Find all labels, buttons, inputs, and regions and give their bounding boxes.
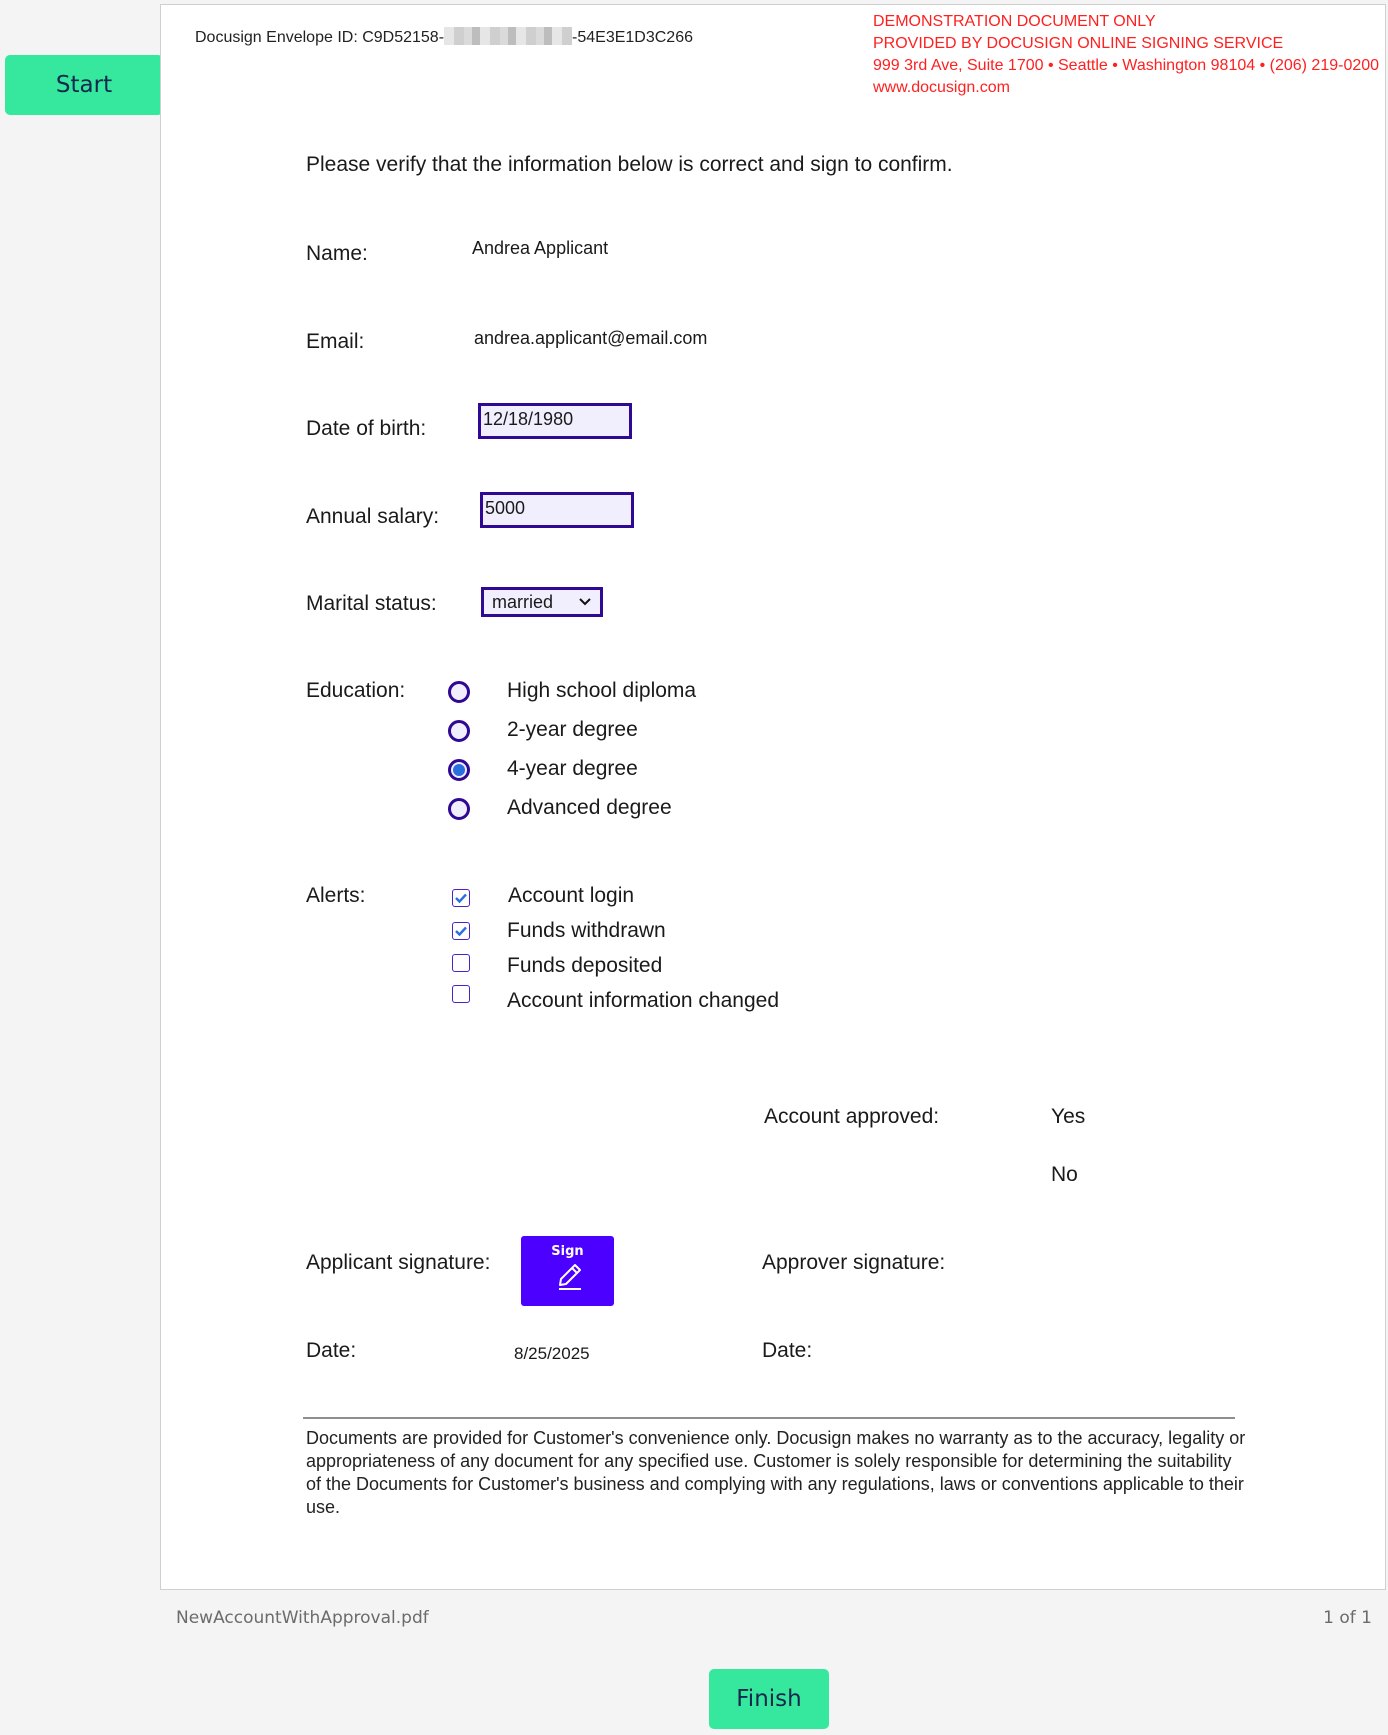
radio-2-year[interactable]: [448, 720, 470, 742]
disclaimer-text: Documents are provided for Customer's convenience only. Docusign makes no warranty as to the accuracy, legality or appropriateness of any document for any specified use. Customer is solely responsible for determining the suitability of the Documents for Customer's business and complying with any regulations, laws or conventions applicable to their use.: [306, 1428, 1246, 1517]
radio-4-year[interactable]: [448, 759, 470, 781]
demo-line: www.docusign.com: [873, 79, 1010, 96]
education-label: Education:: [306, 679, 406, 702]
sign-button-label: Sign: [551, 1244, 584, 1259]
dob-label: Date of birth:: [306, 417, 427, 440]
document-filename: NewAccountWithApproval.pdf: [176, 1608, 429, 1628]
start-button[interactable]: Start: [5, 55, 163, 115]
pen-icon: [551, 1259, 585, 1293]
applicant-date-value: 8/25/2025: [514, 1344, 590, 1363]
divider: [303, 1417, 1235, 1419]
finish-button[interactable]: Finish: [709, 1669, 829, 1729]
checkbox-funds-deposited[interactable]: [452, 954, 470, 972]
envelope-id: [195, 27, 693, 47]
intro-text: Please verify that the information below is correct and sign to confirm.: [306, 153, 953, 176]
approved-no: No: [1051, 1163, 1078, 1186]
option-high-school: High school diploma: [507, 679, 697, 702]
radio-advanced[interactable]: [448, 798, 470, 820]
redacted-block: [444, 27, 572, 45]
email-value: andrea.applicant@email.com: [474, 328, 708, 348]
email-label: Email:: [306, 330, 365, 353]
option-2-year: 2-year degree: [507, 718, 638, 741]
approved-yes: Yes: [1051, 1105, 1086, 1128]
marital-selected-value: married: [492, 591, 554, 612]
demo-line: 999 3rd Ave, Suite 1700 • Seattle • Washington 98104 • (206) 219-0200: [873, 57, 1380, 74]
option-funds-deposited: Funds deposited: [507, 954, 663, 977]
radio-high-school[interactable]: [448, 681, 470, 703]
option-funds-withdrawn: Funds withdrawn: [507, 919, 666, 942]
demo-line: PROVIDED BY DOCUSIGN ONLINE SIGNING SERVICE: [873, 35, 1284, 52]
chevron-down-icon: [578, 597, 592, 607]
name-label: Name:: [306, 242, 368, 265]
name-value: Andrea Applicant: [472, 238, 609, 258]
checkbox-account-info-changed[interactable]: [452, 985, 470, 1003]
checkbox-account-login[interactable]: [452, 889, 470, 907]
approver-signature-label: Approver signature:: [762, 1251, 946, 1274]
marital-label: Marital status:: [306, 592, 437, 615]
salary-input[interactable]: 5000: [480, 492, 634, 528]
applicant-date-label: Date:: [306, 1339, 357, 1362]
checkbox-funds-withdrawn[interactable]: [452, 922, 470, 940]
applicant-signature-label: Applicant signature:: [306, 1251, 491, 1274]
envelope-id-suffix: -54E3E1D3C266: [572, 29, 693, 46]
sign-button[interactable]: [521, 1236, 614, 1306]
salary-label: Annual salary:: [306, 505, 440, 528]
alerts-label: Alerts:: [306, 884, 366, 907]
demo-line: DEMONSTRATION DOCUMENT ONLY: [873, 13, 1156, 30]
option-4-year: 4-year degree: [507, 757, 638, 780]
demo-notice: [873, 11, 1379, 99]
option-account-login: Account login: [508, 884, 635, 907]
envelope-id-prefix: Docusign Envelope ID: C9D52158-: [195, 29, 445, 46]
marital-select[interactable]: [481, 587, 603, 617]
account-approved-label: Account approved:: [764, 1105, 940, 1128]
approver-date-label: Date:: [762, 1339, 813, 1362]
option-advanced: Advanced degree: [507, 796, 672, 819]
radio-selected-dot: [453, 764, 465, 776]
document-page: [160, 4, 1386, 1590]
page-indicator: 1 of 1: [1323, 1608, 1372, 1628]
checkmark-icon: [454, 925, 468, 937]
checkmark-icon: [454, 892, 468, 904]
option-account-info-changed: Account information changed: [507, 989, 780, 1012]
dob-input[interactable]: 12/18/1980: [478, 403, 632, 439]
